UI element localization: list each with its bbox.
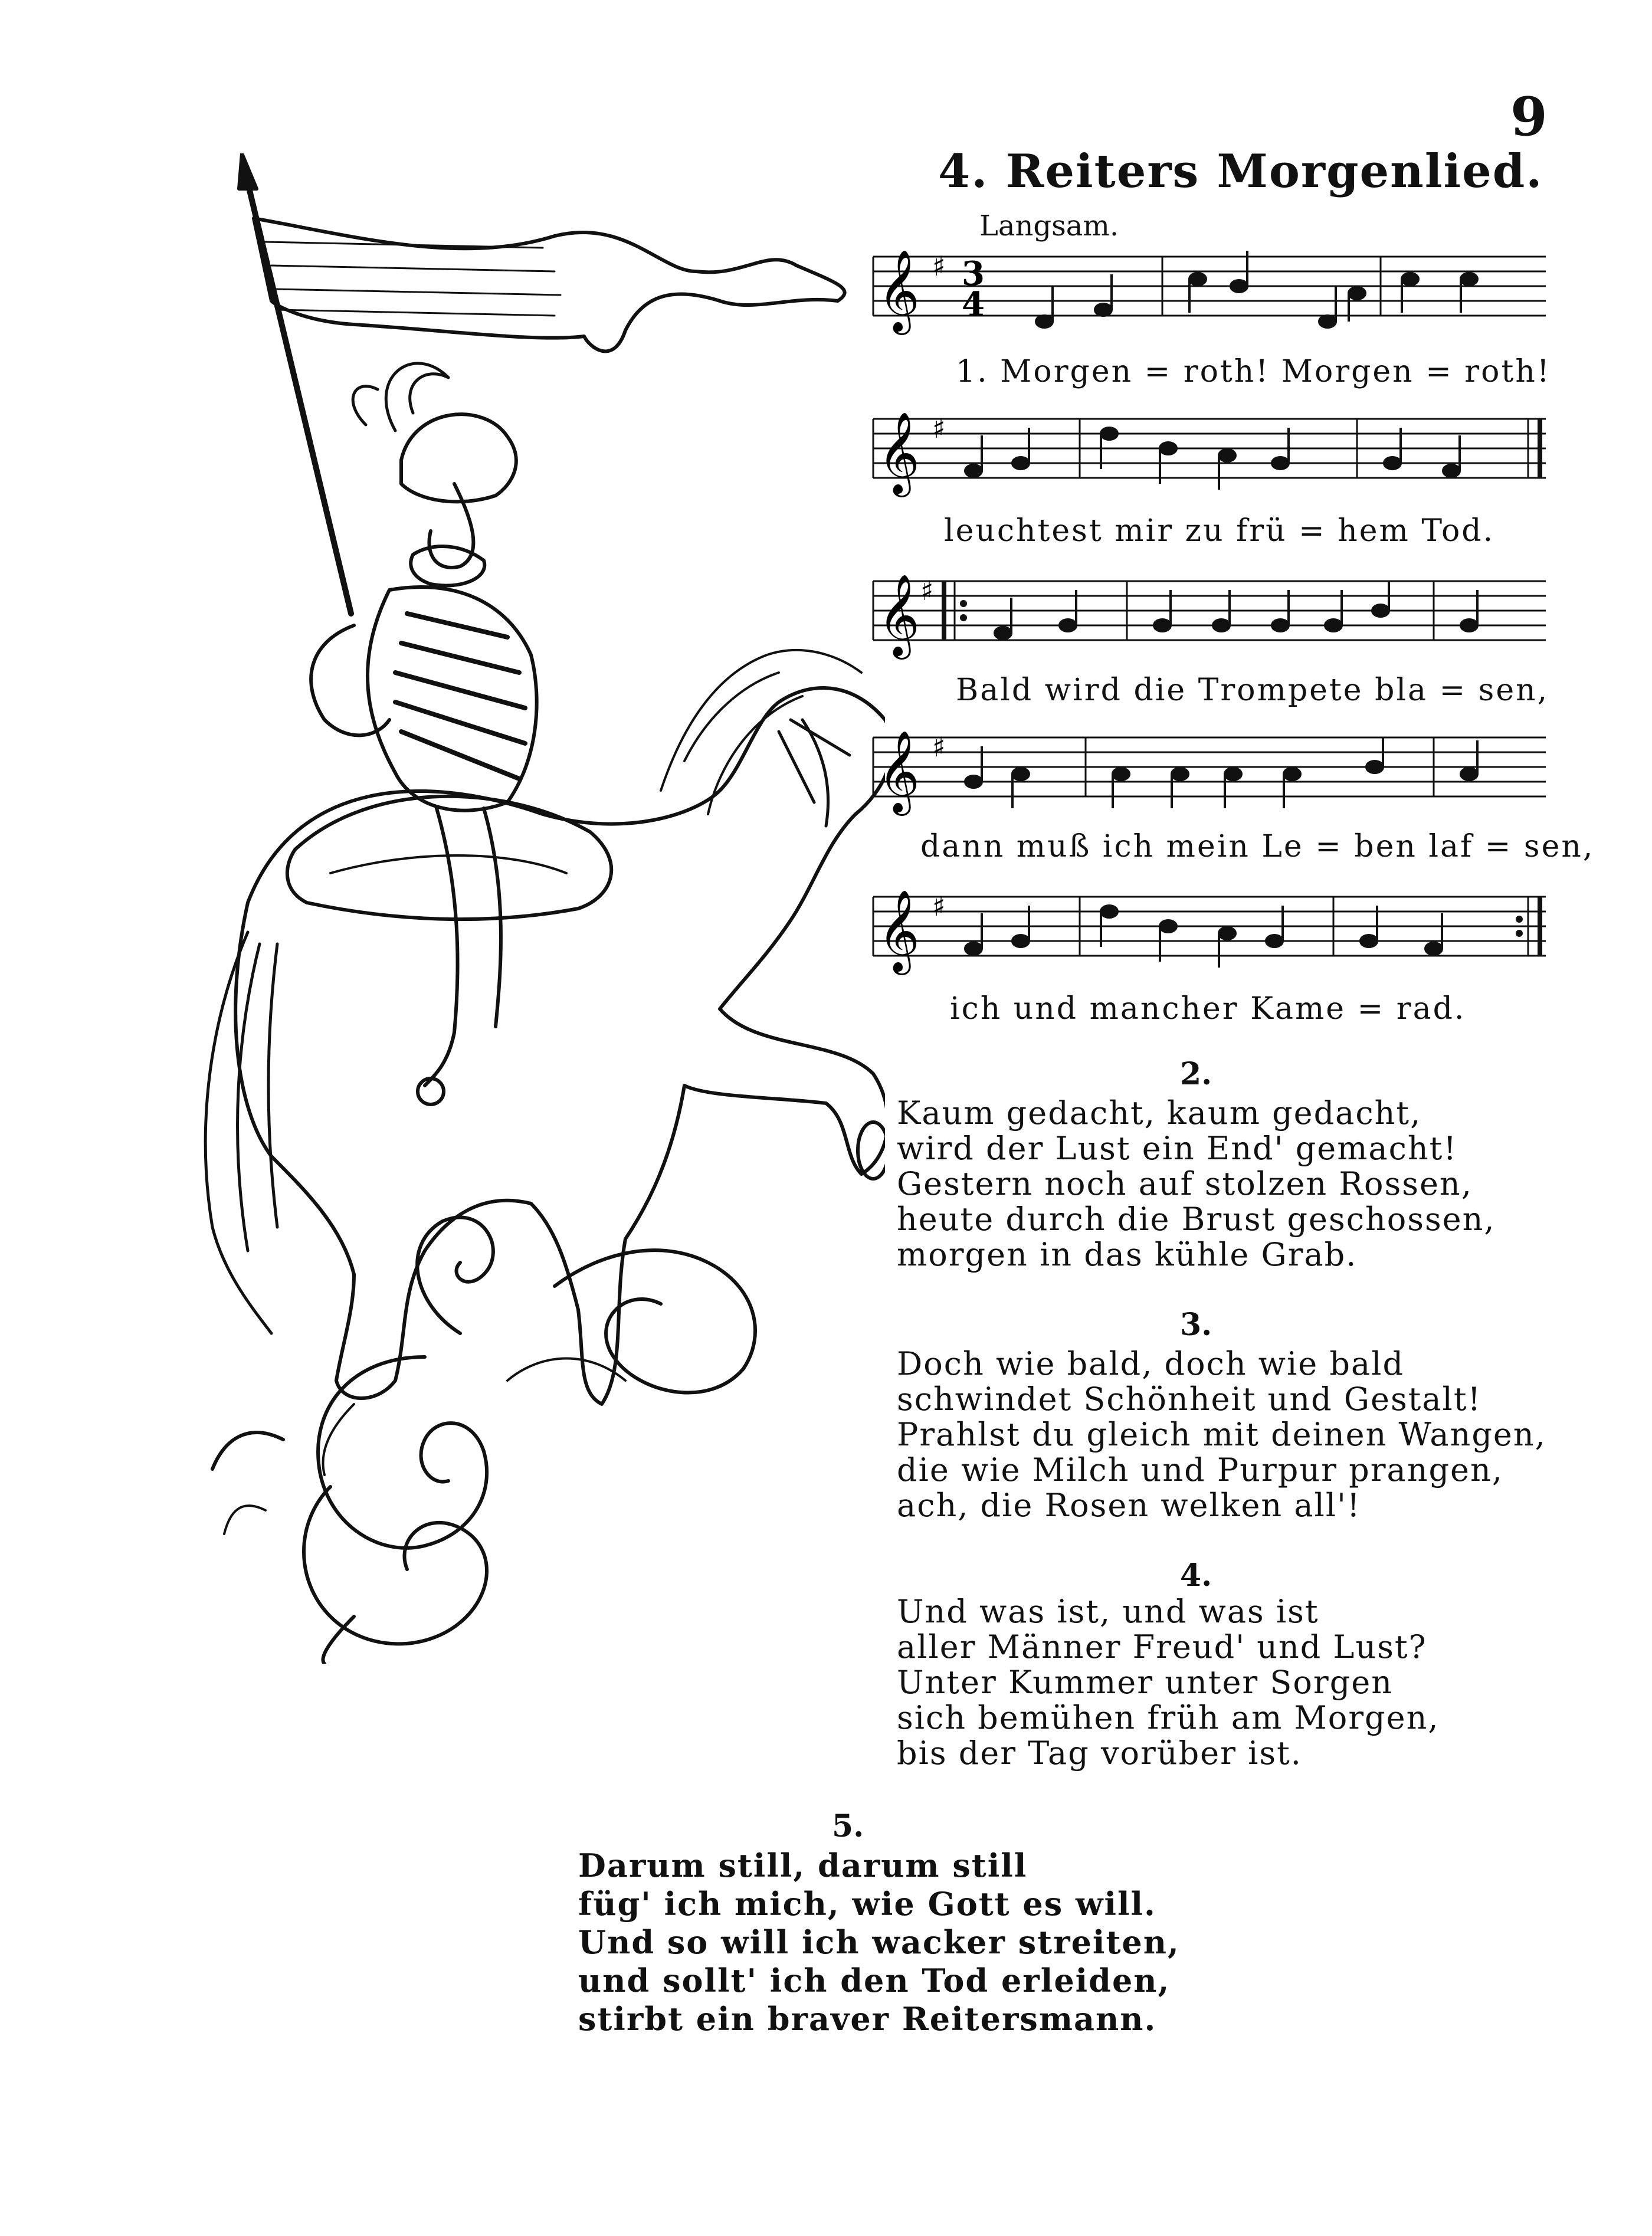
verse-3-line-3: Prahlst du gleich mit deinen Wangen, [897,1416,1546,1453]
svg-text:♯: ♯ [932,731,946,763]
verse-5-line-3: Und so will ich wacker streiten, [578,1923,1180,1961]
svg-text:𝄞: 𝄞 [878,574,920,656]
lyric-line-2: leuchtest mir zu frü = hem Tod. [944,513,1495,549]
verse-5-line-4: und sollt' ich den Tod erleiden, [578,1962,1171,1999]
banner [254,218,845,351]
svg-text:♯: ♯ [932,890,946,922]
svg-text:𝄞: 𝄞 [878,890,920,972]
svg-text:♯: ♯ [932,412,946,444]
verse-2-line-3: Gestern noch auf stolzen Rossen, [897,1165,1473,1202]
verse-4-number: 4. [1180,1558,1212,1594]
helmet [401,414,516,501]
verse-3-line-5: ach, die Rosen welken all'! [897,1487,1361,1524]
verse-4-line-2: aller Männer Freud' und Lust? [897,1628,1427,1665]
verse-3-number: 3. [1180,1307,1212,1343]
verse-4-line-1: Und was ist, und was ist [897,1593,1319,1630]
verse-5-line-5: stirbt ein braver Reitersmann. [578,2000,1157,2038]
time-signature-bottom: 4 [962,285,985,324]
music-staff-1 [867,239,1552,357]
verse-4-line-5: bis der Tag vorüber ist. [897,1735,1302,1772]
verse-5-line-1: Darum still, darum still [578,1847,1028,1884]
treble-clef: 𝄞 [878,250,920,332]
knight-on-horse-illustration [177,153,885,1664]
song-title: 4. Reiters Morgenlied. [938,145,1543,198]
verse-2-line-1: Kaum gedacht, kaum gedacht, [897,1094,1422,1132]
horse-tail [205,932,277,1333]
verse-3-line-4: die wie Milch und Purpur prangen, [897,1451,1503,1489]
verse-5-number: 5. [832,1808,864,1844]
lyric-line-5: ich und mancher Kame = rad. [950,991,1466,1027]
music-staff-2 [867,401,1552,519]
verse-3-line-2: schwindet Schönheit und Gestalt! [897,1381,1482,1418]
page-number: 9 [1510,86,1548,148]
verse-2-line-4: heute durch die Brust geschossen, [897,1201,1496,1238]
lyric-line-1: 1. Morgen = roth! Morgen = roth! [956,354,1551,389]
verse-3-line-1: Doch wie bald, doch wie bald [897,1345,1405,1382]
svg-text:♯: ♯ [932,250,946,282]
svg-text:♯: ♯ [920,575,934,606]
tempo-marking: Langsam. [979,209,1119,242]
verse-5-line-2: füg' ich mich, wie Gott es will. [578,1885,1156,1923]
verse-4-line-4: sich bemühen früh am Morgen, [897,1699,1440,1736]
acanthus-ornament [212,1217,755,1664]
verse-2-line-2: wird der Lust ein End' gemacht! [897,1130,1458,1167]
verse-2-line-5: morgen in das kühle Grab. [897,1236,1358,1273]
svg-text:𝄞: 𝄞 [878,730,920,812]
music-staff-4 [867,720,1552,838]
verse-2-number: 2. [1180,1056,1212,1092]
horse-body [235,688,885,1404]
music-staff-5 [867,879,1552,997]
verse-4-line-3: Unter Kummer unter Sorgen [897,1664,1394,1701]
music-staff-3 [867,563,1552,681]
svg-text:𝄞: 𝄞 [878,412,920,494]
time-signature-top: 3 [962,254,985,293]
lyric-line-4: dann muß ich mein Le = ben laf = sen, [920,829,1595,864]
lyric-line-3: Bald wird die Trompete bla = sen, [956,673,1549,708]
